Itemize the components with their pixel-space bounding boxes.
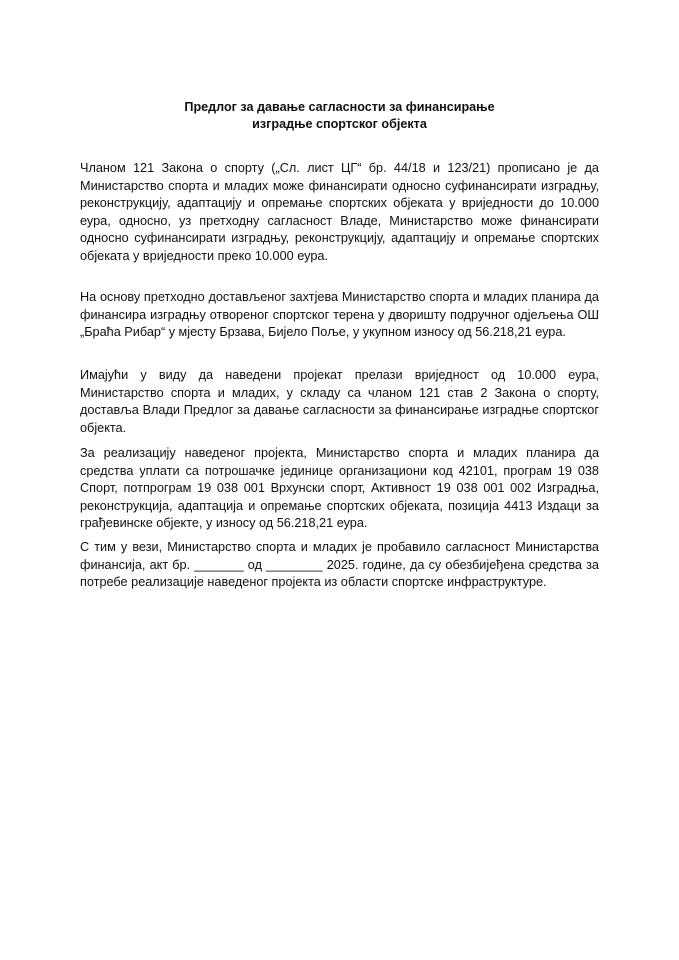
- paragraph-legal-basis: Чланом 121 Закона о спорту („Сл. лист ЦГ“ бр. 44/18 и 123/21) прописано је да Министарство спорта и младих може финансирати односно суфинансирати изградњу, реконструкцију, адаптацију и опремање спортских објеката у вриједности до 10.000 еура, односно, уз претходну сагласност Владе, Министарство може финансирати односно суфинансирати изградњу, реконструкцију, адаптацију и опремање спортских објеката у вриједности преко 10.000 еура.: [80, 161, 599, 263]
- paragraph-request: На основу претходно достављеног захтјева Министарство спорта и младих планира да финансира изградњу отвореног спортског терена у дворишту подручног одјељења ОШ „Браћа Рибар“ у мјесту Брзава, Бијело Поље, у укупном износу од 56.218,21 еура.: [80, 290, 599, 340]
- paragraph-budget-code: За реализацију наведеног пројекта, Министарство спорта и младих планира да средства уплати са потрошачке јединице организациони код 42101, програм 19 038 Спорт, потпрограм 19 038 001 Врхунски спорт, Активност 19 038 001 002 Изградња, реконструкција, адаптација и опремање спортских објеката, позиција 4413 Издаци за грађевинске објекте, у износу од 56.218,21 еура.: [80, 446, 599, 531]
- title-line-1: Предлог за давање сагласности за финансирање: [184, 100, 495, 114]
- title-line-2: изградње спортског објекта: [252, 117, 427, 131]
- paragraph-ministry-consent: С тим у вези, Министарство спорта и младих је пробавило сагласност Министарства финансија, акт бр. _______ од ________ 2025. године, да су обезбијеђена средства за потребе реализације наведеног пројекта из области спортске инфраструктуре.: [80, 540, 599, 590]
- document-title: [80, 99, 599, 133]
- paragraph-threshold: Имајући у виду да наведени пројекат прелази вриједност од 10.000 еура, Министарство спорта и младих, у складу са чланом 121 став 2 Закона о спорту, доставља Влади Предлог за давање сагласности за финансирање изградње спортског објекта.: [80, 368, 599, 435]
